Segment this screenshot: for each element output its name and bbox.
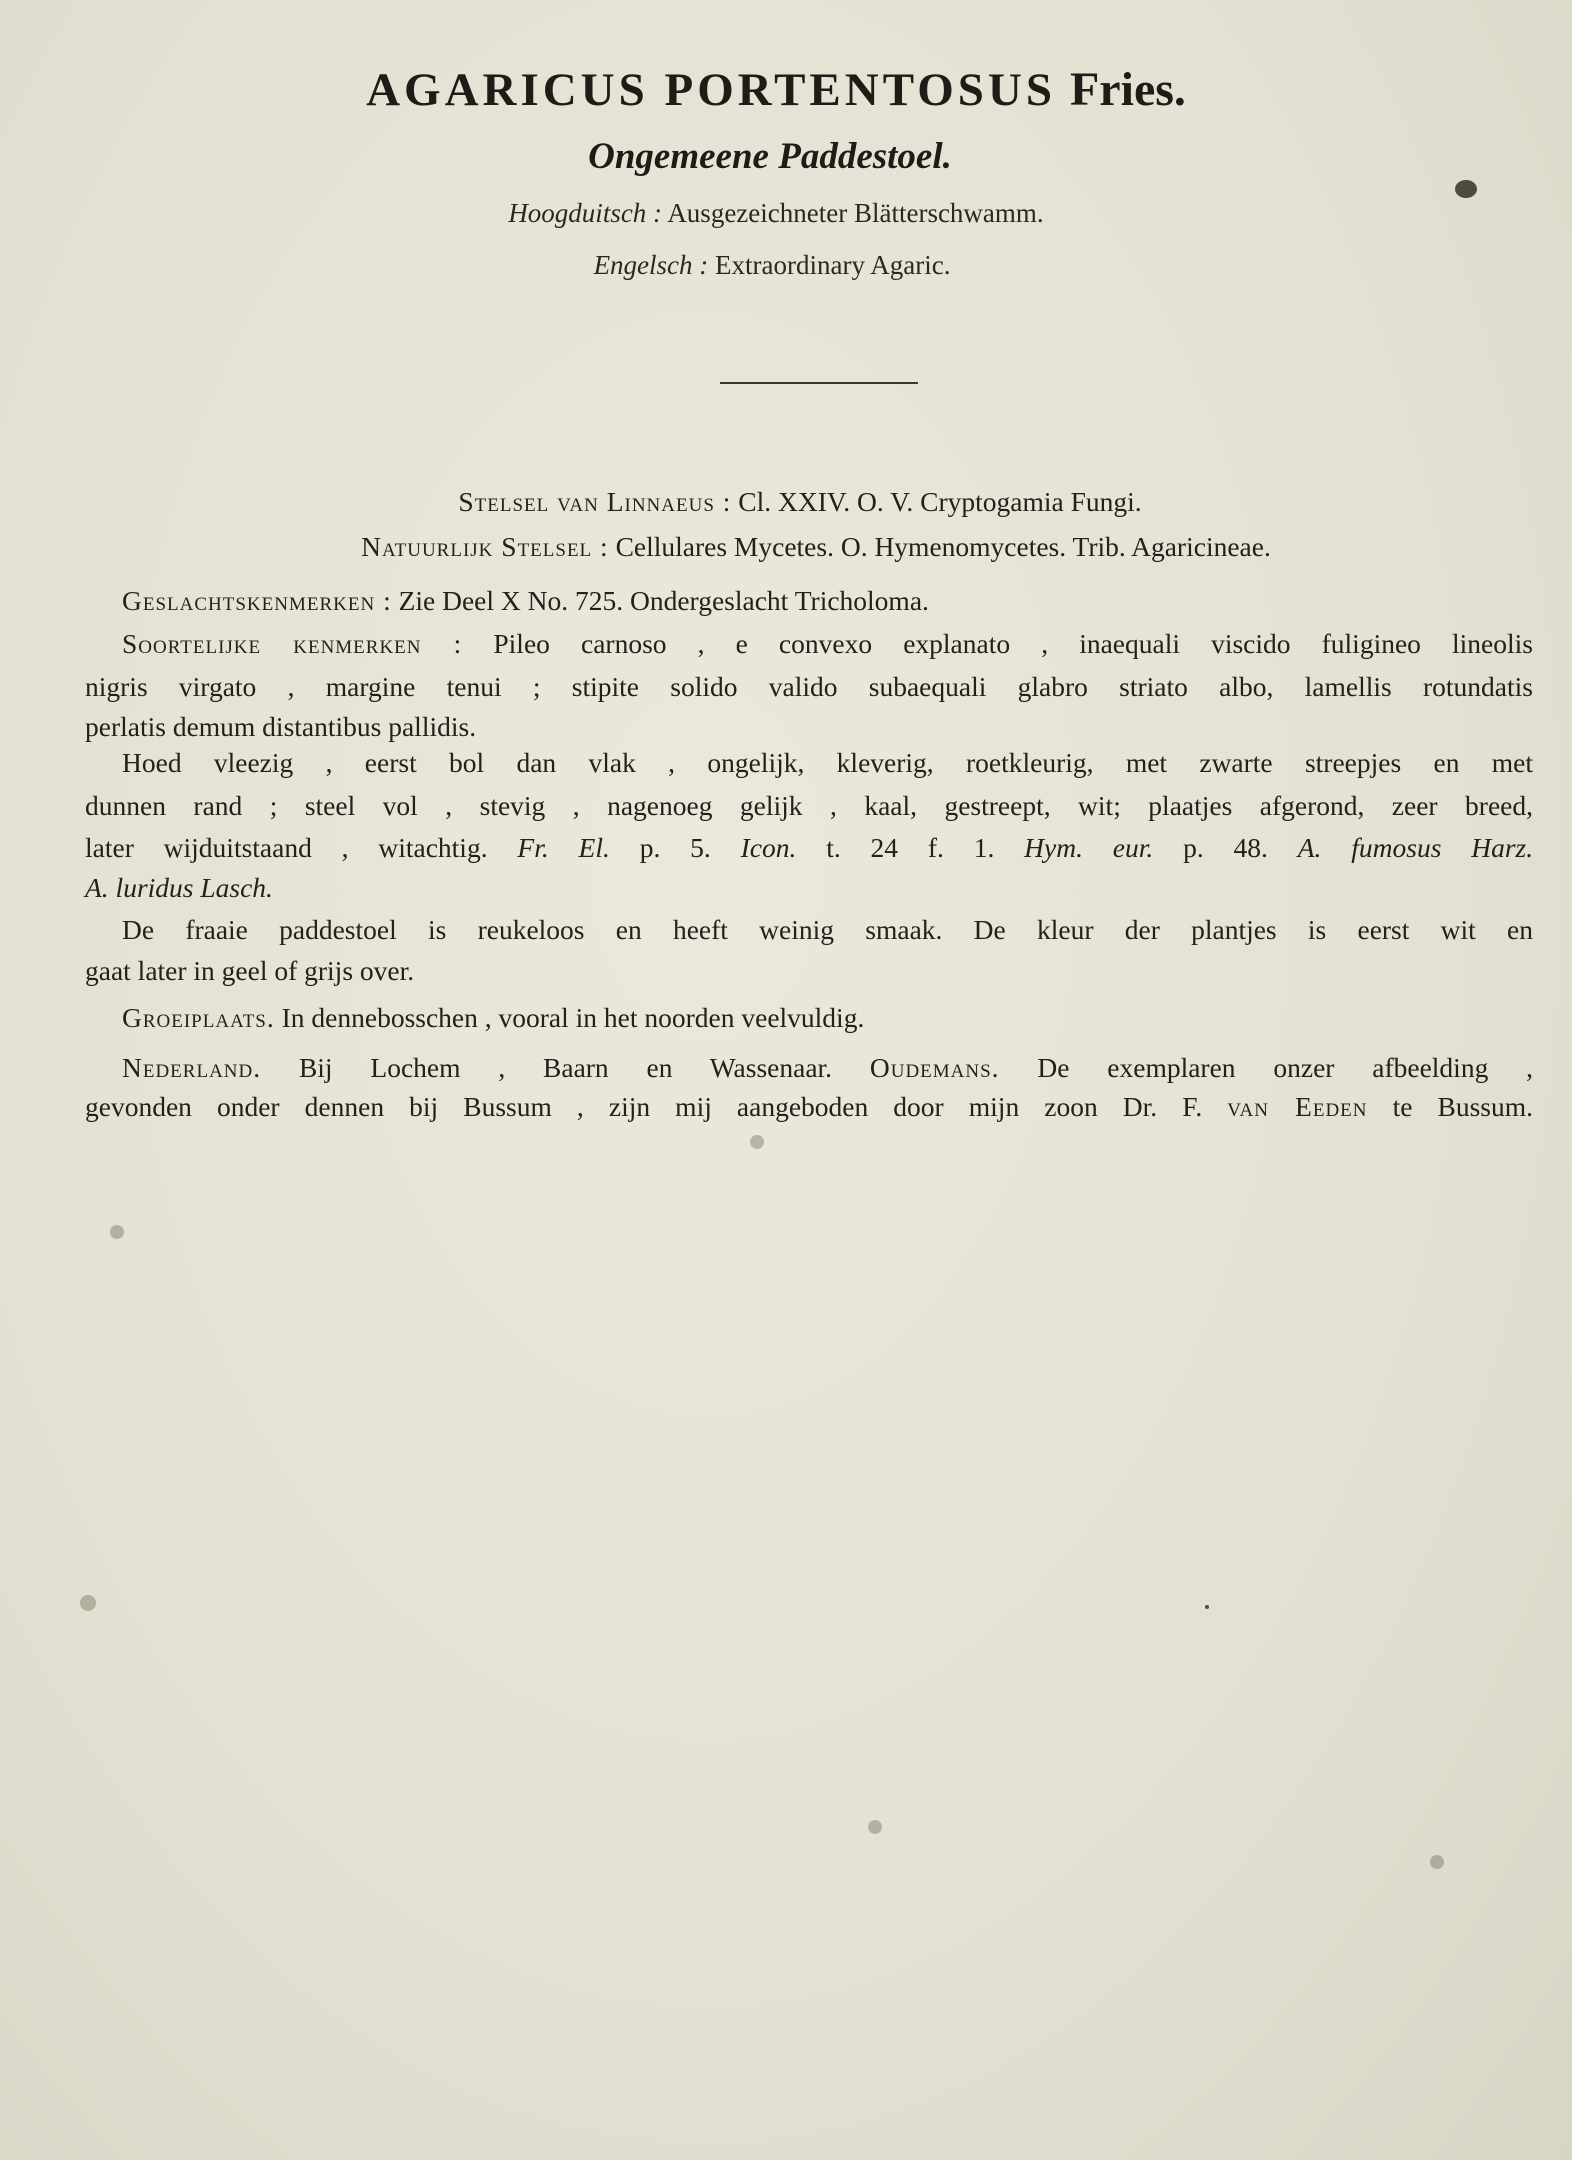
netherlands-text-2b: te Bussum.: [1392, 1091, 1534, 1122]
genus-label: Geslachtskenmerken :: [122, 585, 392, 616]
species-line-2: nigris virgato , margine tenui ; stipite solido valido subaequali glabro striato albo, lamellis rotundatis: [85, 671, 1533, 702]
description-line-2: dunnen rand ; steel vol , stevig , nagenoeg gelijk , kaal, gestreept, wit; plaatjes afgerond, zeer breed,: [85, 790, 1533, 821]
description-line-4: [85, 872, 273, 904]
description-text-3: later wijduitstaand , witachtig.: [85, 832, 488, 863]
species-author: Fries.: [1069, 63, 1186, 116]
species-line-1: [122, 628, 1533, 660]
netherlands-text-2a: gevonden onder dennen bij Bussum , zijn mij aangeboden door mijn zoon Dr. F.: [85, 1091, 1203, 1122]
ref-hymenomycetes-page: p. 48.: [1183, 832, 1268, 863]
german-name: Ausgezeichneter Blätterschwamm.: [667, 198, 1044, 228]
divider-rule: [720, 382, 918, 384]
german-name-line: [0, 198, 1562, 229]
dutch-name: Ongemeene Paddestoel.: [588, 136, 952, 177]
natural-system-label: Natuurlijk Stelsel :: [361, 531, 609, 562]
synonym-fumosus: A. fumosus Harz.: [1297, 832, 1534, 863]
ref-fries-elenchus-page: p. 5.: [639, 832, 711, 863]
synonym-luridus: A. luridus Lasch.: [85, 872, 273, 903]
van-eeden-name: van Eeden: [1227, 1091, 1368, 1122]
netherlands-line-1: [122, 1052, 1533, 1084]
description-line-1: Hoed vleezig , eerst bol dan vlak , ongelijk, kleverig, roetkleurig, met zwarte streepjes en met: [122, 747, 1533, 778]
species-text-1: Pileo carnoso , e convexo explanato , inaequali viscido fuligineo lineolis: [493, 628, 1533, 659]
foxing-spot: [868, 1820, 882, 1834]
genus-line: [122, 585, 929, 617]
english-label: Engelsch :: [593, 250, 709, 280]
german-label: Hoogduitsch :: [508, 198, 663, 228]
foxing-spot: [1430, 1855, 1444, 1869]
habitat-text: In dennebosschen , vooral in het noorden veelvuldig.: [281, 1002, 865, 1033]
linnaeus-label: Stelsel van Linnaeus :: [458, 486, 732, 517]
foxing-spot: [80, 1595, 96, 1611]
habitat-line: [122, 1002, 864, 1034]
ink-dot: [1205, 1605, 1209, 1609]
ref-icones-plate: t. 24 f. 1.: [826, 832, 995, 863]
remarks-line-2: gaat later in geel of grijs over.: [85, 955, 415, 986]
netherlands-localities: Bij Lochem , Baarn en Wassenaar.: [298, 1052, 833, 1083]
english-name-line: [0, 250, 1558, 281]
species-label: Soortelijke kenmerken :: [122, 628, 463, 659]
natural-system-line: [30, 531, 1572, 563]
species-name: AGARICUS PORTENTOSUS: [366, 64, 1056, 116]
species-line-3: perlatis demum distantibus pallidis.: [85, 711, 477, 742]
page-title: [0, 62, 1562, 117]
genus-value: Zie Deel X No. 725. Ondergeslacht Tricholoma.: [398, 585, 929, 616]
netherlands-text: De exemplaren onzer afbeelding ,: [1037, 1052, 1534, 1083]
linnaeus-value: Cl. XXIV. O. V. Cryptogamia Fungi.: [738, 486, 1142, 517]
foxing-spot: [110, 1225, 124, 1239]
remarks-line-1: De fraaie paddestoel is reukeloos en heeft weinig smaak. De kleur der plantjes is eerst wit en: [122, 914, 1533, 945]
habitat-label: Groeiplaats.: [122, 1002, 275, 1033]
ref-fries-elenchus: Fr. El.: [517, 832, 610, 863]
foxing-spot: [750, 1135, 764, 1149]
english-name: Extraordinary Agaric.: [715, 250, 951, 280]
ref-hymenomycetes: Hym. eur.: [1024, 832, 1154, 863]
ink-spot: [1455, 180, 1477, 198]
natural-system-value: Cellulares Mycetes. O. Hymenomycetes. Trib. Agaricineae.: [615, 531, 1271, 562]
netherlands-label: Nederland.: [122, 1052, 262, 1083]
description-line-3: [85, 832, 1533, 864]
ref-icones: Icon.: [740, 832, 797, 863]
linnaeus-line: [14, 486, 1572, 518]
oudemans-name: Oudemans.: [869, 1052, 1000, 1083]
netherlands-line-2: [85, 1091, 1533, 1123]
